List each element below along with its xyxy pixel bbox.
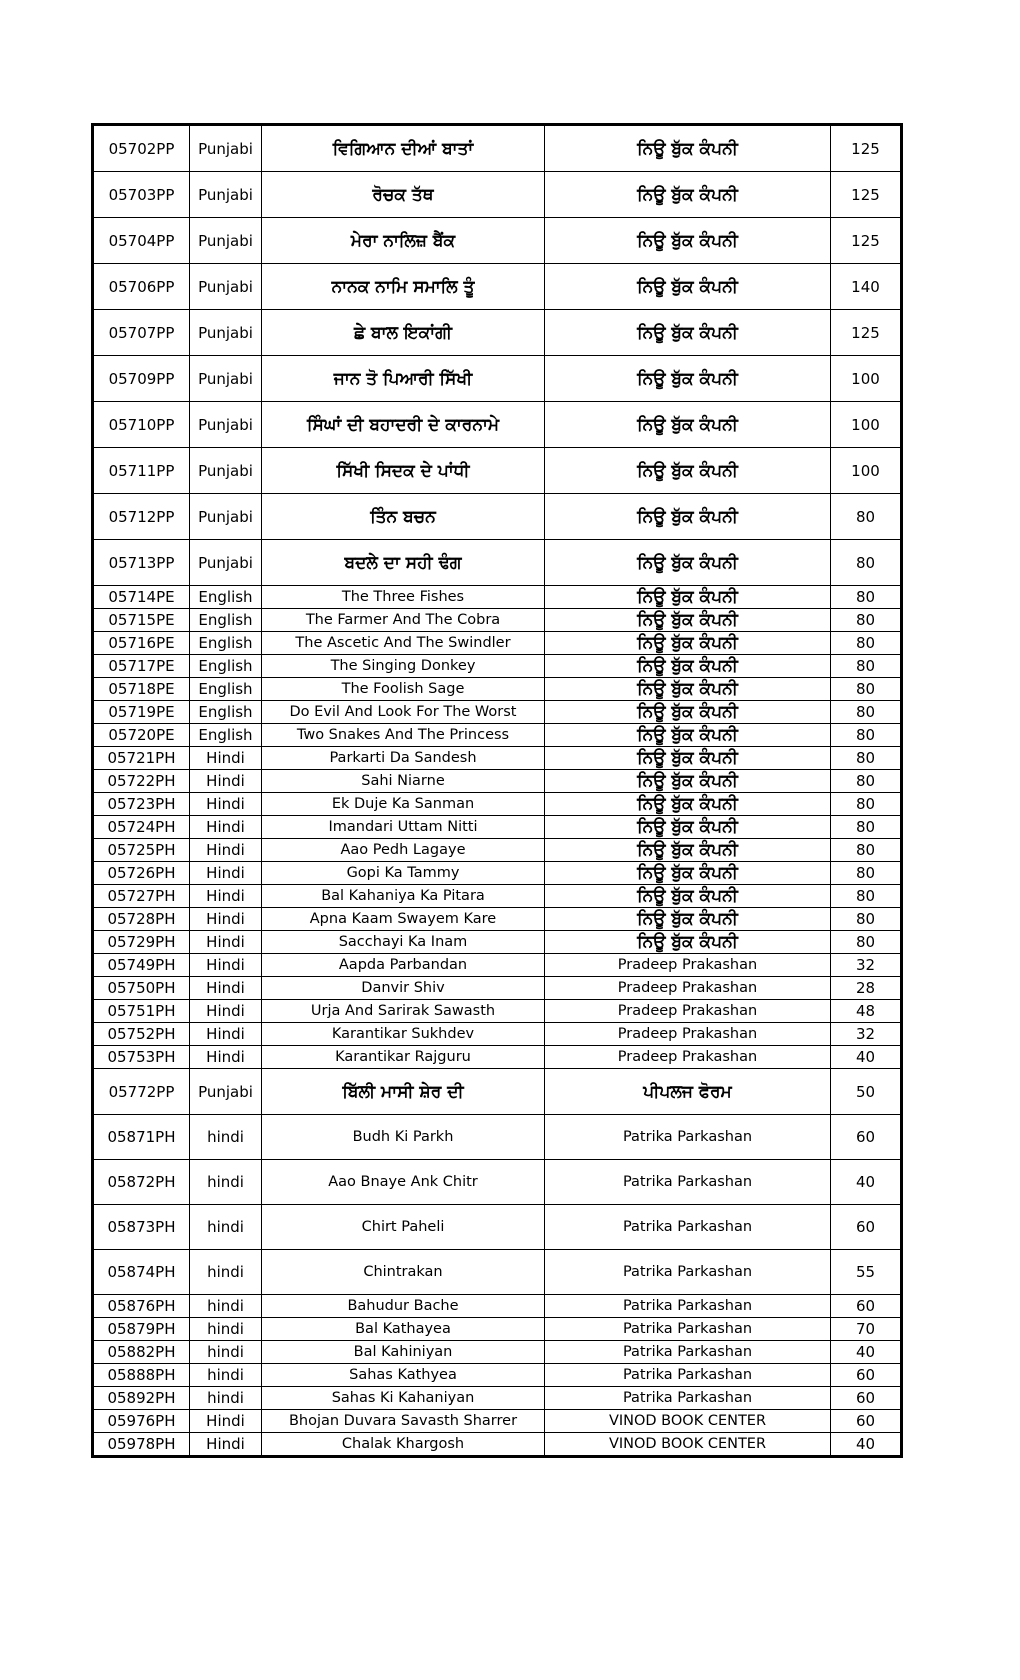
price-cell: 125 [831,218,902,264]
publisher-cell: ਨਿਊ ਬੁੱਕ ਕੰਪਨੀ [545,816,831,839]
price-cell: 80 [831,908,902,931]
price-cell: 28 [831,977,902,1000]
table-row [93,1295,902,1318]
book-code-cell: 05718PE [93,678,190,701]
table-row [93,1205,902,1250]
title-cell: ਬਦਲੇ ਦਾ ਸਹੀ ਢੰਗ [262,540,545,586]
table-row [93,1410,902,1433]
language-cell: Punjabi [190,218,262,264]
language-cell: Hindi [190,793,262,816]
price-cell: 60 [831,1115,902,1160]
price-cell: 50 [831,1069,902,1115]
book-code-cell: 05717PE [93,655,190,678]
book-code-cell: 05751PH [93,1000,190,1023]
book-code-cell: 05874PH [93,1250,190,1295]
title-cell: ਛੇ ਬਾਲ ਇਕਾਂਗੀ [262,310,545,356]
price-cell: 32 [831,954,902,977]
price-cell: 32 [831,1023,902,1046]
title-cell: ਜਾਨ ਤੋ ਪਿਆਰੀ ਸਿੱਖੀ [262,356,545,402]
table-row [93,218,902,264]
book-code-cell: 05873PH [93,1205,190,1250]
title-cell: Parkarti Da Sandesh [262,747,545,770]
publisher-cell: ਨਿਊ ਬੁੱਕ ਕੰਪਨੀ [545,793,831,816]
title-cell: ਨਾਨਕ ਨਾਮਿ ਸਮਾਲਿ ਤੂੰ [262,264,545,310]
price-cell: 100 [831,356,902,402]
publisher-cell: Patrika Parkashan [545,1387,831,1410]
language-cell: Punjabi [190,402,262,448]
language-cell: Hindi [190,977,262,1000]
publisher-cell: ਨਿਊ ਬੁੱਕ ਕੰਪਨੀ [545,747,831,770]
price-cell: 70 [831,1318,902,1341]
book-code-cell: 05882PH [93,1341,190,1364]
price-cell: 80 [831,839,902,862]
table-row [93,494,902,540]
table-row [93,1341,902,1364]
price-cell: 125 [831,310,902,356]
language-cell: English [190,678,262,701]
publisher-cell: ਨਿਊ ਬੁੱਕ ਕੰਪਨੀ [545,402,831,448]
book-code-cell: 05711PP [93,448,190,494]
title-cell: Bal Kahaniya Ka Pitara [262,885,545,908]
table-row [93,125,902,172]
title-cell: The Singing Donkey [262,655,545,678]
book-code-cell: 05714PE [93,586,190,609]
price-cell: 60 [831,1364,902,1387]
publisher-cell: Patrika Parkashan [545,1364,831,1387]
book-code-cell: 05879PH [93,1318,190,1341]
language-cell: Hindi [190,1023,262,1046]
title-cell: Budh Ki Parkh [262,1115,545,1160]
book-code-cell: 05726PH [93,862,190,885]
table-row [93,632,902,655]
table-row [93,310,902,356]
book-code-cell: 05702PP [93,125,190,172]
title-cell: Apna Kaam Swayem Kare [262,908,545,931]
publisher-cell: Patrika Parkashan [545,1250,831,1295]
publisher-cell: VINOD BOOK CENTER [545,1410,831,1433]
table-row [93,931,902,954]
book-code-cell: 05753PH [93,1046,190,1069]
table-row [93,1000,902,1023]
publisher-cell: ਨਿਊ ਬੁੱਕ ਕੰਪਨੀ [545,448,831,494]
publisher-cell: ਨਿਊ ਬੁੱਕ ਕੰਪਨੀ [545,678,831,701]
table-row [93,1433,902,1457]
publisher-cell: ਨਿਊ ਬੁੱਕ ਕੰਪਨੀ [545,885,831,908]
price-cell: 80 [831,862,902,885]
table-row [93,1250,902,1295]
book-code-cell: 05729PH [93,931,190,954]
title-cell: ਰੋਚਕ ਤੱਥ [262,172,545,218]
table-row [93,724,902,747]
book-code-cell: 05978PH [93,1433,190,1457]
price-cell: 40 [831,1433,902,1457]
publisher-cell: ਨਿਊ ਬੁੱਕ ਕੰਪਨੀ [545,609,831,632]
table-row [93,954,902,977]
table-row [93,356,902,402]
price-cell: 80 [831,632,902,655]
price-cell: 80 [831,793,902,816]
language-cell: hindi [190,1364,262,1387]
language-cell: Hindi [190,747,262,770]
publisher-cell: ਨਿਊ ਬੁੱਕ ਕੰਪਨੀ [545,540,831,586]
book-code-cell: 05722PH [93,770,190,793]
publisher-cell: ਨਿਊ ਬੁੱਕ ਕੰਪਨੀ [545,264,831,310]
table-row [93,816,902,839]
title-cell: Aao Bnaye Ank Chitr [262,1160,545,1205]
language-cell: hindi [190,1160,262,1205]
table-row [93,264,902,310]
publisher-cell: ਨਿਊ ਬੁੱਕ ਕੰਪਨੀ [545,862,831,885]
publisher-cell: ਨਿਊ ਬੁੱਕ ਕੰਪਨੀ [545,632,831,655]
table-row [93,172,902,218]
price-cell: 80 [831,494,902,540]
book-code-cell: 05710PP [93,402,190,448]
title-cell: Bahudur Bache [262,1295,545,1318]
book-code-cell: 05749PH [93,954,190,977]
language-cell: Hindi [190,954,262,977]
price-cell: 48 [831,1000,902,1023]
title-cell: Do Evil And Look For The Worst [262,701,545,724]
book-code-cell: 05719PE [93,701,190,724]
publisher-cell: Patrika Parkashan [545,1295,831,1318]
title-cell: Sahi Niarne [262,770,545,793]
title-cell: Chirt Paheli [262,1205,545,1250]
table-row [93,1387,902,1410]
title-cell: Sacchayi Ka Inam [262,931,545,954]
title-cell: Danvir Shiv [262,977,545,1000]
price-cell: 140 [831,264,902,310]
price-cell: 60 [831,1205,902,1250]
language-cell: English [190,586,262,609]
language-cell: hindi [190,1295,262,1318]
publisher-cell: Pradeep Prakashan [545,954,831,977]
title-cell: ਬਿੱਲੀ ਮਾਸੀ ਸ਼ੇਰ ਦੀ [262,1069,545,1115]
title-cell: Urja And Sarirak Sawasth [262,1000,545,1023]
price-cell: 125 [831,172,902,218]
language-cell: Punjabi [190,310,262,356]
language-cell: hindi [190,1250,262,1295]
publisher-cell: ਨਿਊ ਬੁੱਕ ਕੰਪਨੀ [545,908,831,931]
language-cell: Hindi [190,908,262,931]
title-cell: ਵਿਗਿਆਨ ਦੀਆਂ ਬਾਤਾਂ [262,125,545,172]
table-row [93,655,902,678]
publisher-cell: ਨਿਊ ਬੁੱਕ ਕੰਪਨੀ [545,172,831,218]
publisher-cell: ਨਿਊ ਬੁੱਕ ਕੰਪਨੀ [545,724,831,747]
price-cell: 80 [831,609,902,632]
book-code-cell: 05728PH [93,908,190,931]
title-cell: Chintrakan [262,1250,545,1295]
publisher-cell: ਨਿਊ ਬੁੱਕ ਕੰਪਨੀ [545,218,831,264]
table-row [93,1046,902,1069]
language-cell: Punjabi [190,172,262,218]
title-cell: Bal Kahiniyan [262,1341,545,1364]
table-row [93,609,902,632]
title-cell: The Ascetic And The Swindler [262,632,545,655]
table-body [93,125,902,1457]
book-code-cell: 05703PP [93,172,190,218]
table-row [93,793,902,816]
table-row [93,701,902,724]
title-cell: Sahas Ki Kahaniyan [262,1387,545,1410]
language-cell: Hindi [190,770,262,793]
book-code-cell: 05750PH [93,977,190,1000]
language-cell: English [190,701,262,724]
language-cell: Punjabi [190,540,262,586]
title-cell: Aao Pedh Lagaye [262,839,545,862]
publisher-cell: Patrika Parkashan [545,1318,831,1341]
book-code-cell: 05721PH [93,747,190,770]
price-cell: 80 [831,931,902,954]
price-cell: 100 [831,448,902,494]
book-code-cell: 05888PH [93,1364,190,1387]
language-cell: hindi [190,1318,262,1341]
price-cell: 80 [831,701,902,724]
language-cell: English [190,724,262,747]
title-cell: Imandari Uttam Nitti [262,816,545,839]
language-cell: hindi [190,1341,262,1364]
title-cell: Gopi Ka Tammy [262,862,545,885]
language-cell: English [190,609,262,632]
language-cell: Hindi [190,862,262,885]
price-cell: 80 [831,724,902,747]
book-code-cell: 05876PH [93,1295,190,1318]
book-code-cell: 05715PE [93,609,190,632]
table-row [93,1115,902,1160]
title-cell: The Foolish Sage [262,678,545,701]
book-code-cell: 05707PP [93,310,190,356]
publisher-cell: Patrika Parkashan [545,1205,831,1250]
book-code-cell: 05872PH [93,1160,190,1205]
book-code-cell: 05723PH [93,793,190,816]
table-row [93,747,902,770]
publisher-cell: Patrika Parkashan [545,1115,831,1160]
language-cell: Hindi [190,885,262,908]
publisher-cell: ਨਿਊ ਬੁੱਕ ਕੰਪਨੀ [545,356,831,402]
book-code-cell: 05709PP [93,356,190,402]
book-code-cell: 05727PH [93,885,190,908]
language-cell: hindi [190,1115,262,1160]
book-code-cell: 05704PP [93,218,190,264]
price-cell: 80 [831,885,902,908]
table-row [93,1023,902,1046]
publisher-cell: ਨਿਊ ਬੁੱਕ ਕੰਪਨੀ [545,655,831,678]
table-row [93,678,902,701]
title-cell: ਸਿੰਘਾਂ ਦੀ ਬਹਾਦਰੀ ਦੇ ਕਾਰਨਾਮੇ [262,402,545,448]
publisher-cell: Pradeep Prakashan [545,1000,831,1023]
language-cell: Punjabi [190,125,262,172]
title-cell: Karantikar Rajguru [262,1046,545,1069]
price-cell: 80 [831,540,902,586]
book-code-cell: 05976PH [93,1410,190,1433]
publisher-cell: ਨਿਊ ਬੁੱਕ ਕੰਪਨੀ [545,586,831,609]
table-row [93,1364,902,1387]
language-cell: Hindi [190,1410,262,1433]
title-cell: Bal Kathayea [262,1318,545,1341]
publisher-cell: ਨਿਊ ਬੁੱਕ ਕੰਪਨੀ [545,770,831,793]
table-row [93,586,902,609]
book-code-cell: 05724PH [93,816,190,839]
table-row [93,977,902,1000]
language-cell: Hindi [190,1046,262,1069]
title-cell: Karantikar Sukhdev [262,1023,545,1046]
table-row [93,770,902,793]
price-cell: 80 [831,747,902,770]
title-cell: ਮੇਰਾ ਨਾਲਿਜ਼ ਬੈਂਕ [262,218,545,264]
publisher-cell: ਨਿਊ ਬੁੱਕ ਕੰਪਨੀ [545,310,831,356]
price-cell: 80 [831,770,902,793]
price-cell: 80 [831,586,902,609]
price-cell: 80 [831,678,902,701]
publisher-cell: ਨਿਊ ਬੁੱਕ ਕੰਪਨੀ [545,494,831,540]
publisher-cell: Patrika Parkashan [545,1341,831,1364]
language-cell: English [190,655,262,678]
language-cell: English [190,632,262,655]
table-row [93,1160,902,1205]
book-code-cell: 05712PP [93,494,190,540]
language-cell: Hindi [190,931,262,954]
publisher-cell: Pradeep Prakashan [545,1046,831,1069]
book-code-cell: 05713PP [93,540,190,586]
language-cell: Punjabi [190,1069,262,1115]
language-cell: Punjabi [190,448,262,494]
book-code-cell: 05752PH [93,1023,190,1046]
price-cell: 40 [831,1160,902,1205]
book-code-cell: 05716PE [93,632,190,655]
language-cell: Hindi [190,1000,262,1023]
language-cell: Punjabi [190,494,262,540]
price-cell: 40 [831,1341,902,1364]
publisher-cell: VINOD BOOK CENTER [545,1433,831,1457]
table-row [93,448,902,494]
language-cell: Hindi [190,839,262,862]
book-code-cell: 05772PP [93,1069,190,1115]
language-cell: Punjabi [190,356,262,402]
price-cell: 55 [831,1250,902,1295]
publisher-cell: ਨਿਊ ਬੁੱਕ ਕੰਪਨੀ [545,839,831,862]
price-cell: 80 [831,655,902,678]
table-row [93,839,902,862]
title-cell: Two Snakes And The Princess [262,724,545,747]
language-cell: hindi [190,1205,262,1250]
table-row [93,540,902,586]
book-price-table [91,123,903,1458]
title-cell: The Farmer And The Cobra [262,609,545,632]
title-cell: Ek Duje Ka Sanman [262,793,545,816]
publisher-cell: Patrika Parkashan [545,1160,831,1205]
language-cell: Hindi [190,816,262,839]
book-code-cell: 05892PH [93,1387,190,1410]
language-cell: Hindi [190,1433,262,1457]
price-cell: 100 [831,402,902,448]
book-code-cell: 05720PE [93,724,190,747]
table-row [93,908,902,931]
publisher-cell: ਨਿਊ ਬੁੱਕ ਕੰਪਨੀ [545,931,831,954]
language-cell: Punjabi [190,264,262,310]
title-cell: ਸਿੱਖੀ ਸਿਦਕ ਦੇ ਪਾਂਧੀ [262,448,545,494]
book-code-cell: 05725PH [93,839,190,862]
price-cell: 60 [831,1387,902,1410]
price-cell: 40 [831,1046,902,1069]
price-cell: 60 [831,1410,902,1433]
table-row [93,862,902,885]
price-cell: 125 [831,125,902,172]
publisher-cell: Pradeep Prakashan [545,1023,831,1046]
publisher-cell: Pradeep Prakashan [545,977,831,1000]
title-cell: Aapda Parbandan [262,954,545,977]
language-cell: hindi [190,1387,262,1410]
title-cell: Sahas Kathyea [262,1364,545,1387]
title-cell: The Three Fishes [262,586,545,609]
price-cell: 60 [831,1295,902,1318]
table-row [93,885,902,908]
title-cell: Chalak Khargosh [262,1433,545,1457]
book-code-cell: 05706PP [93,264,190,310]
table-row [93,1318,902,1341]
title-cell: Bhojan Duvara Savasth Sharrer [262,1410,545,1433]
publisher-cell: ਪੀਪਲਜ ਫੋਰਮ [545,1069,831,1115]
publisher-cell: ਨਿਊ ਬੁੱਕ ਕੰਪਨੀ [545,701,831,724]
title-cell: ਤਿੰਨ ਬਚਨ [262,494,545,540]
publisher-cell: ਨਿਊ ਬੁੱਕ ਕੰਪਨੀ [545,125,831,172]
book-code-cell: 05871PH [93,1115,190,1160]
table-row [93,402,902,448]
table-row [93,1069,902,1115]
price-cell: 80 [831,816,902,839]
